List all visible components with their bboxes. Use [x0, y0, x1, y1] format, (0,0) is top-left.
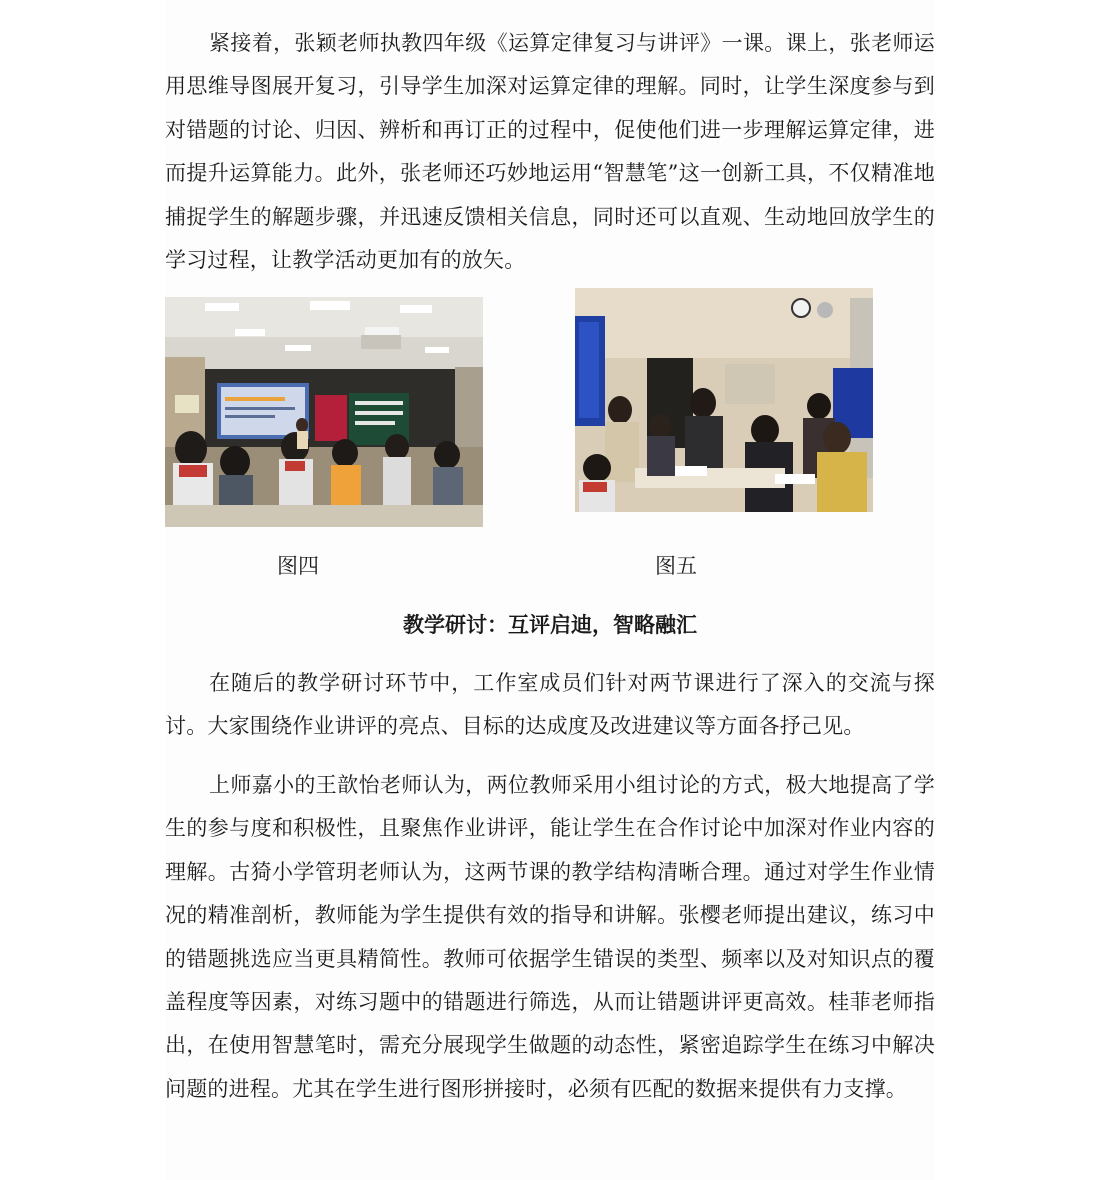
paragraph-teacher-comments: 上师嘉小的王歆怡老师认为，两位教师采用小组讨论的方式，极大地提高了学生的参与度和积极性，且聚焦作业讲评，能让学生在合作讨论中加深对作业内容的理解。古猗小学管玥老师认为，这两节课的教学结构清晰合理。通过对学生作业情况的精准剖析，教师能为学生提供有效的指导和讲解。张樱老师提出建议，练习中的错题挑选应当更具精简性。教师可依据学生错误的类型、频率以及对知识点的覆盖程度等因素，对练习题中的错题进行筛选，从而让错题讲评更高效。桂菲老师指出，在使用智慧笔时，需充分展现学生做题的动态性，紧密追踪学生在练习中解决问题的进程。尤其在学生进行图形拼接时，必须有匹配的数据来提供有力支撑。 [165, 773, 935, 1101]
section-heading: 教学研讨：互评启迪，智略融汇 [403, 612, 697, 637]
classroom-photo-4 [165, 297, 483, 527]
classroom-photo-5 [575, 288, 873, 512]
figure-4-caption: 图四 [277, 554, 319, 578]
figure-5-caption: 图五 [655, 554, 697, 578]
paragraph-lesson-description: 紧接着，张颖老师执教四年级《运算定律复习与讲评》一课。课上，张老师运用思维导图展开复习，引导学生加深对运算定律的理解。同时，让学生深度参与到对错题的讨论、归因、辨析和再订正的过程中，促使他们进一步理解运算定律，进而提升运算能力。此外，张老师还巧妙地运用“智慧笔”这一创新工具，不仅精准地捕捉学生的解题步骤，并迅速反馈相关信息，同时还可以直观、生动地回放学生的学习过程，让教学活动更加有的放矢。 [165, 31, 935, 273]
document-page [165, 0, 935, 1180]
paragraph-discussion-intro: 在随后的教学研讨环节中，工作室成员们针对两节课进行了深入的交流与探讨。大家围绕作业讲评的亮点、目标的达成度及改进建议等方面各抒己见。 [165, 671, 935, 739]
